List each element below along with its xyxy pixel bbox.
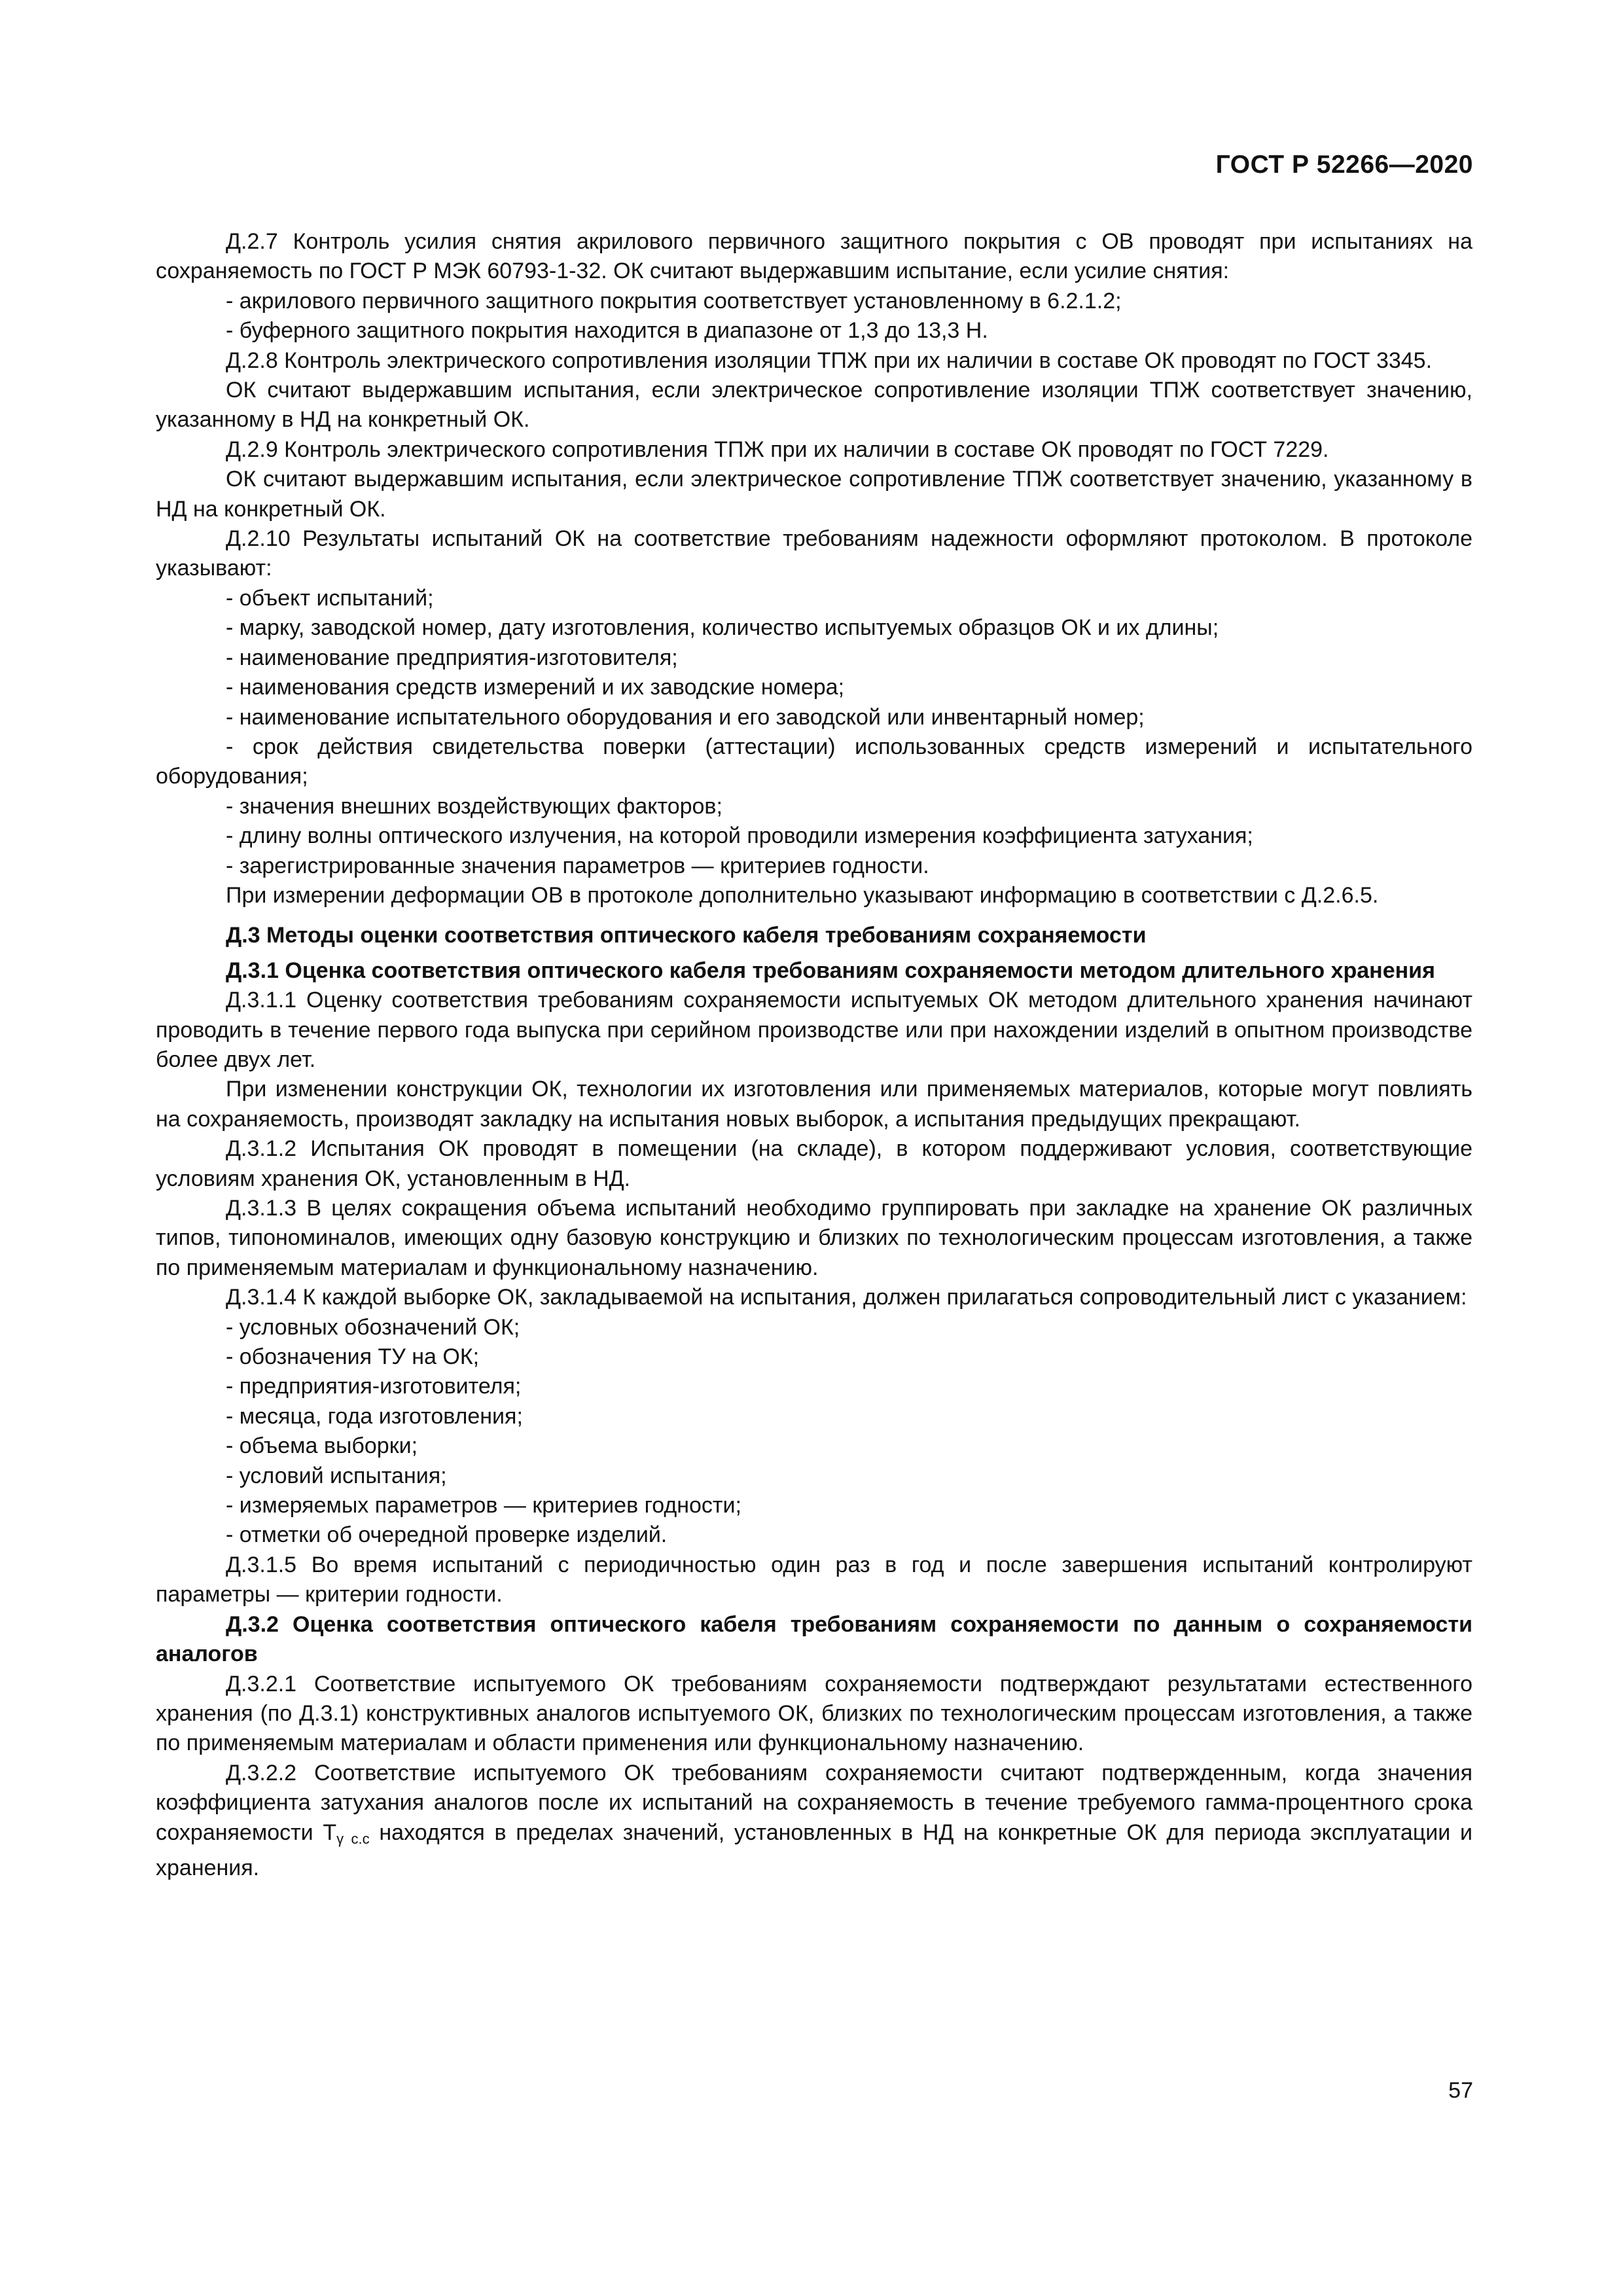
paragraph: ОК считают выдержавшим испытания, если электрическое сопротивление изоляции ТПЖ соответствует значению, указанному в НД на конкретный ОК. xyxy=(156,378,1472,433)
list-item: - акрилового первичного защитного покрытия соответствует установленному в 6.2.1.2; xyxy=(226,288,1122,314)
list-item: - измеряемых параметров — критериев годности; xyxy=(226,1493,741,1518)
list-item: - обозначения ТУ на ОК; xyxy=(226,1344,480,1370)
list-item: - наименование предприятия-изготовителя; xyxy=(226,645,678,670)
list-item: - условий испытания; xyxy=(226,1463,447,1488)
paragraph: При измерении деформации ОВ в протоколе дополнительно указывают информацию в соответствии с Д.2.6.5. xyxy=(226,882,1379,908)
document-body xyxy=(156,227,1472,1883)
list-item: - условных обозначений ОК; xyxy=(226,1314,520,1340)
paragraph-text: Д.3.2.2 Соответствие испытуемого ОК требованиям сохраняемости считают подтвержденным, когда значения коэффициента затухания аналогов после их испытаний на сохраняемость в течение требуемого гамма-процентного срока сохраняемости Т xyxy=(156,1760,1472,1845)
list-item: - месяца, года изготовления; xyxy=(226,1403,523,1429)
paragraph-d-3-1-1: Д.3.1.1 Оценку соответствия требованиям сохраняемости испытуемых ОК методом длительного хранения начинают проводить в течение первого года выпуска при серийном производстве или при нахождении изделий в опытном производстве более двух лет. xyxy=(156,988,1472,1072)
list-item: - зарегистрированные значения параметров — критериев годности. xyxy=(226,853,929,878)
paragraph-d-3-2-2 xyxy=(156,1759,1472,1884)
list-item: - значения внешних воздействующих факторов; xyxy=(226,793,722,819)
paragraph-d-3-1-2: Д.3.1.2 Испытания ОК проводят в помещении (на складе), в котором поддерживают условия, соответствующие условиям хранения ОК, установленным в НД. xyxy=(156,1136,1472,1191)
paragraph-text: находятся в пределах значений, установленных в НД на конкретные ОК для периода эксплуатации и хранения. xyxy=(156,1820,1473,1880)
list-item: - предприятия-изготовителя; xyxy=(226,1374,522,1399)
list-item: - марку, заводской номер, дату изготовления, количество испытуемых образцов ОК и их длины; xyxy=(226,615,1219,641)
paragraph-d-3-1-4: Д.3.1.4 К каждой выборке ОК, закладываемой на испытания, должен прилагаться сопроводительный лист с указанием: xyxy=(226,1285,1467,1310)
list-item: - объект испытаний; xyxy=(226,585,434,611)
paragraph-d-3-1-5: Д.3.1.5 Во время испытаний с периодичностью один раз в год и после завершения испытаний контролируют параметры — критерии годности. xyxy=(156,1552,1472,1607)
paragraph-d-2-7: Д.2.7 Контроль усилия снятия акрилового первичного защитного покрытия с ОВ проводят при испытаниях на сохраняемость по ГОСТ Р МЭК 60793-1-32. ОК считают выдержавшим испытание, если усилие снятия: xyxy=(156,229,1472,284)
subsection-heading-d-3-1: Д.3.1 Оценка соответствия оптического кабеля требованиям сохраняемости методом длительного хранения xyxy=(226,958,1435,983)
list-item: - срок действия свидетельства поверки (аттестации) использованных средств измерений и испытательного оборудования; xyxy=(156,734,1472,789)
paragraph-d-2-9: Д.2.9 Контроль электрического сопротивления ТПЖ при их наличии в составе ОК проводят по ГОСТ 7229. xyxy=(226,437,1329,462)
list-item: - отметки об очередной проверке изделий. xyxy=(226,1522,668,1548)
subscript-gamma-cc: γ с.с xyxy=(336,1830,370,1847)
paragraph-d-3-2-1: Д.3.2.1 Соответствие испытуемого ОК требованиям сохраняемости подтверждают результатами естественного хранения (по Д.3.1) конструктивных аналогов испытуемого ОК, близких по технологическим процессам изготовления, а также по применяемым материалам и области применения или функциональному назначению. xyxy=(156,1671,1472,1756)
list-item: - наименования средств измерений и их заводские номера; xyxy=(226,675,845,700)
paragraph-d-2-10: Д.2.10 Результаты испытаний ОК на соответствие требованиям надежности оформляют протоколом. В протоколе указывают: xyxy=(156,526,1472,581)
list-item: - буферного защитного покрытия находится в диапазоне от 1,3 до 13,3 Н. xyxy=(226,318,988,344)
list-item: - наименование испытательного оборудования и его заводской или инвентарный номер; xyxy=(226,704,1145,730)
list-item: - длину волны оптического излучения, на которой проводили измерения коэффициента затухания; xyxy=(226,823,1253,849)
paragraph: При изменении конструкции ОК, технологии их изготовления или применяемых материалов, которые могут повлиять на сохраняемость, производят закладку на испытания новых выборок, а испытания предыдущих прекращают. xyxy=(156,1077,1472,1132)
paragraph-d-2-8: Д.2.8 Контроль электрического сопротивления изоляции ТПЖ при их наличии в составе ОК проводят по ГОСТ 3345. xyxy=(226,348,1433,373)
section-heading-d-3: Д.3 Методы оценки соответствия оптического кабеля требованиям сохраняемости xyxy=(226,923,1147,948)
subsection-heading-d-3-2: Д.3.2 Оценка соответствия оптического кабеля требованиям сохраняемости по данным о сохраняемости аналогов xyxy=(156,1611,1472,1667)
page-number: 57 xyxy=(1448,2078,1473,2103)
list-item: - объема выборки; xyxy=(226,1433,418,1459)
paragraph: ОК считают выдержавшим испытания, если электрическое сопротивление ТПЖ соответствует значению, указанному в НД на конкретный ОК. xyxy=(156,467,1472,522)
paragraph-d-3-1-3: Д.3.1.3 В целях сокращения объема испытаний необходимо группировать при закладке на хранение ОК различных типов, типономиналов, имеющих одну базовую конструкцию и близких по технологическим процессам изготовления, а также по применяемым материалам и функциональному назначению. xyxy=(156,1196,1472,1280)
document-code-header: ГОСТ Р 52266—2020 xyxy=(1215,151,1473,179)
